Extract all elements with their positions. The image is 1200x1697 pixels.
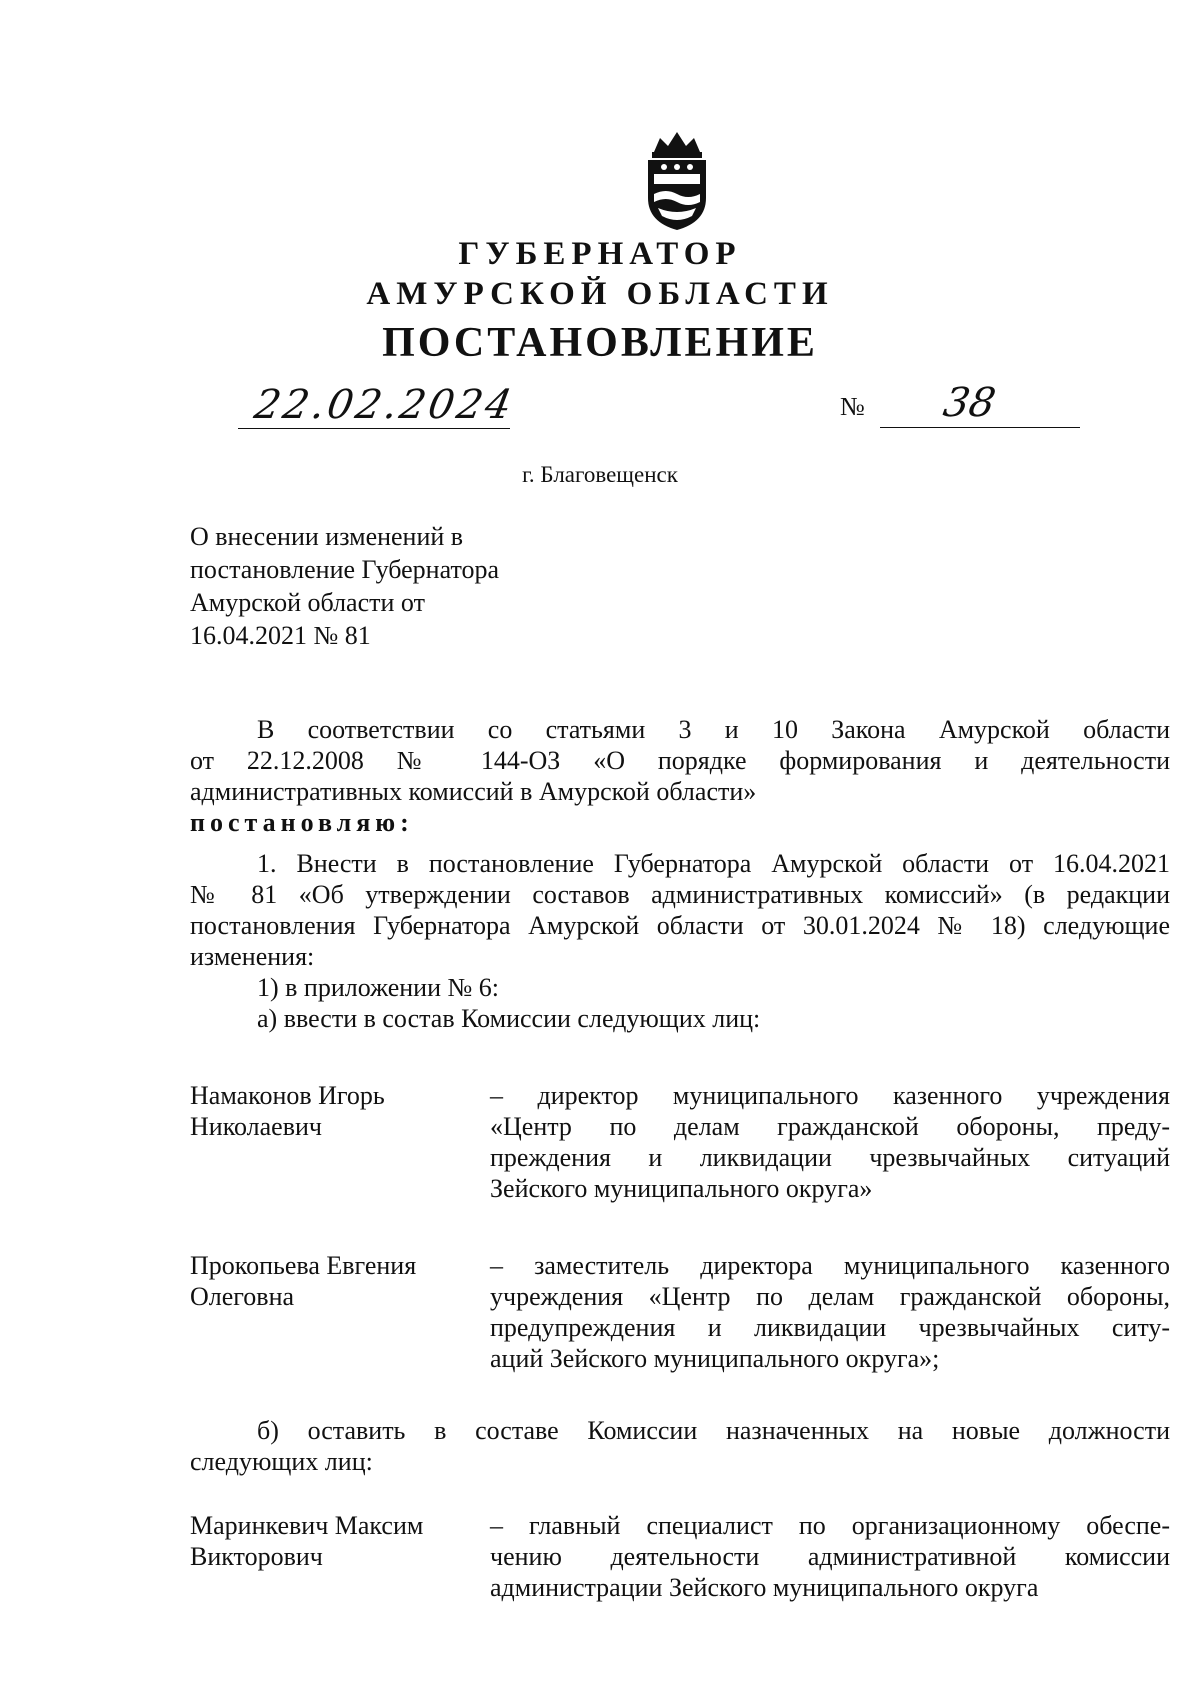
person-name <box>190 1510 470 1572</box>
person-position-line: чению деятельности административной комиссии <box>490 1542 1170 1571</box>
person-position-line: – директор муниципального казенного учреждения <box>490 1081 1170 1110</box>
document-number: 38 <box>939 380 999 426</box>
clause-line: 1. Внести в постановление Губернатора Амурской области от 16.04.2021 <box>257 849 1170 878</box>
sub-clause-b <box>190 1415 1170 1477</box>
person-position <box>490 1250 1170 1374</box>
person-position-line: администрации Зейского муниципального округа <box>490 1573 1039 1602</box>
resolve-word: постановляю: <box>190 808 414 837</box>
issuer-region: АМУРСКОЙ ОБЛАСТИ <box>366 276 834 312</box>
date-underline <box>238 428 510 429</box>
clause-line: изменения: <box>190 942 315 971</box>
person-position <box>490 1080 1170 1204</box>
subject-line: Амурской области от <box>190 588 425 617</box>
clause-line: следующих лиц: <box>190 1447 373 1476</box>
clause-line: б) оставить в составе Комиссии назначенных на новые должности <box>257 1416 1170 1445</box>
subject-line: 16.04.2021 № 81 <box>190 621 371 650</box>
issuer-title: ГУБЕРНАТОР <box>458 236 742 272</box>
person-position-line: – главный специалист по организационному обеспе- <box>490 1511 1170 1540</box>
person-name-line: Маринкевич Максим <box>190 1511 424 1540</box>
person-position-line: Зейского муниципального округа» <box>490 1174 873 1203</box>
coat-of-arms-icon <box>632 128 722 232</box>
person-position-line: «Центр по делам гражданской обороны, преду- <box>490 1112 1170 1141</box>
number-underline <box>880 427 1080 428</box>
clause-1 <box>190 848 1170 1034</box>
preamble-line: от 22.12.2008 № 144-ОЗ «О порядке формирования и деятельности <box>190 746 1170 775</box>
sub-clause-1: 1) в приложении № 6: <box>257 973 500 1002</box>
sub-clause-a: а) ввести в состав Комиссии следующих лиц: <box>257 1004 761 1033</box>
preamble-line: В соответствии со статьями 3 и 10 Закона Амурской области <box>257 715 1170 744</box>
document-type: ПОСТАНОВЛЕНИЕ <box>382 320 818 366</box>
subject-line: О внесении изменений в <box>190 522 464 551</box>
person-position-line: аций Зейского муниципального округа»; <box>490 1344 940 1373</box>
person-name-line: Намаконов Игорь <box>190 1081 385 1110</box>
person-position-line: учреждения «Центр по делам гражданской обороны, <box>490 1282 1170 1311</box>
clause-line: постановления Губернатора Амурской области от 30.01.2024 № 18) следующие <box>190 911 1170 940</box>
subject-line: постановление Губернатора <box>190 555 500 584</box>
number-label: № <box>840 392 865 421</box>
clause-line: № 81 «Об утверждении составов административных комиссий» (в редакции <box>190 880 1170 909</box>
person-name <box>190 1080 470 1142</box>
person-position-line: предупреждения и ликвидации чрезвычайных ситу- <box>490 1313 1170 1342</box>
document-date: 22.02.2024 <box>250 382 519 428</box>
person-position-line: – заместитель директора муниципального казенного <box>490 1251 1170 1280</box>
person-name-line: Николаевич <box>190 1112 322 1141</box>
person-name-line: Викторович <box>190 1542 323 1571</box>
preamble <box>190 714 1170 838</box>
city: г. Благовещенск <box>522 462 678 487</box>
person-position <box>490 1510 1170 1603</box>
person-position-line: преждения и ликвидации чрезвычайных ситуаций <box>490 1143 1170 1172</box>
person-name-line: Олеговна <box>190 1282 295 1311</box>
preamble-line: административных комиссий в Амурской области» <box>190 777 757 806</box>
person-name-line: Прокопьева Евгения <box>190 1251 417 1280</box>
person-name <box>190 1250 470 1312</box>
document-subject <box>190 520 590 652</box>
